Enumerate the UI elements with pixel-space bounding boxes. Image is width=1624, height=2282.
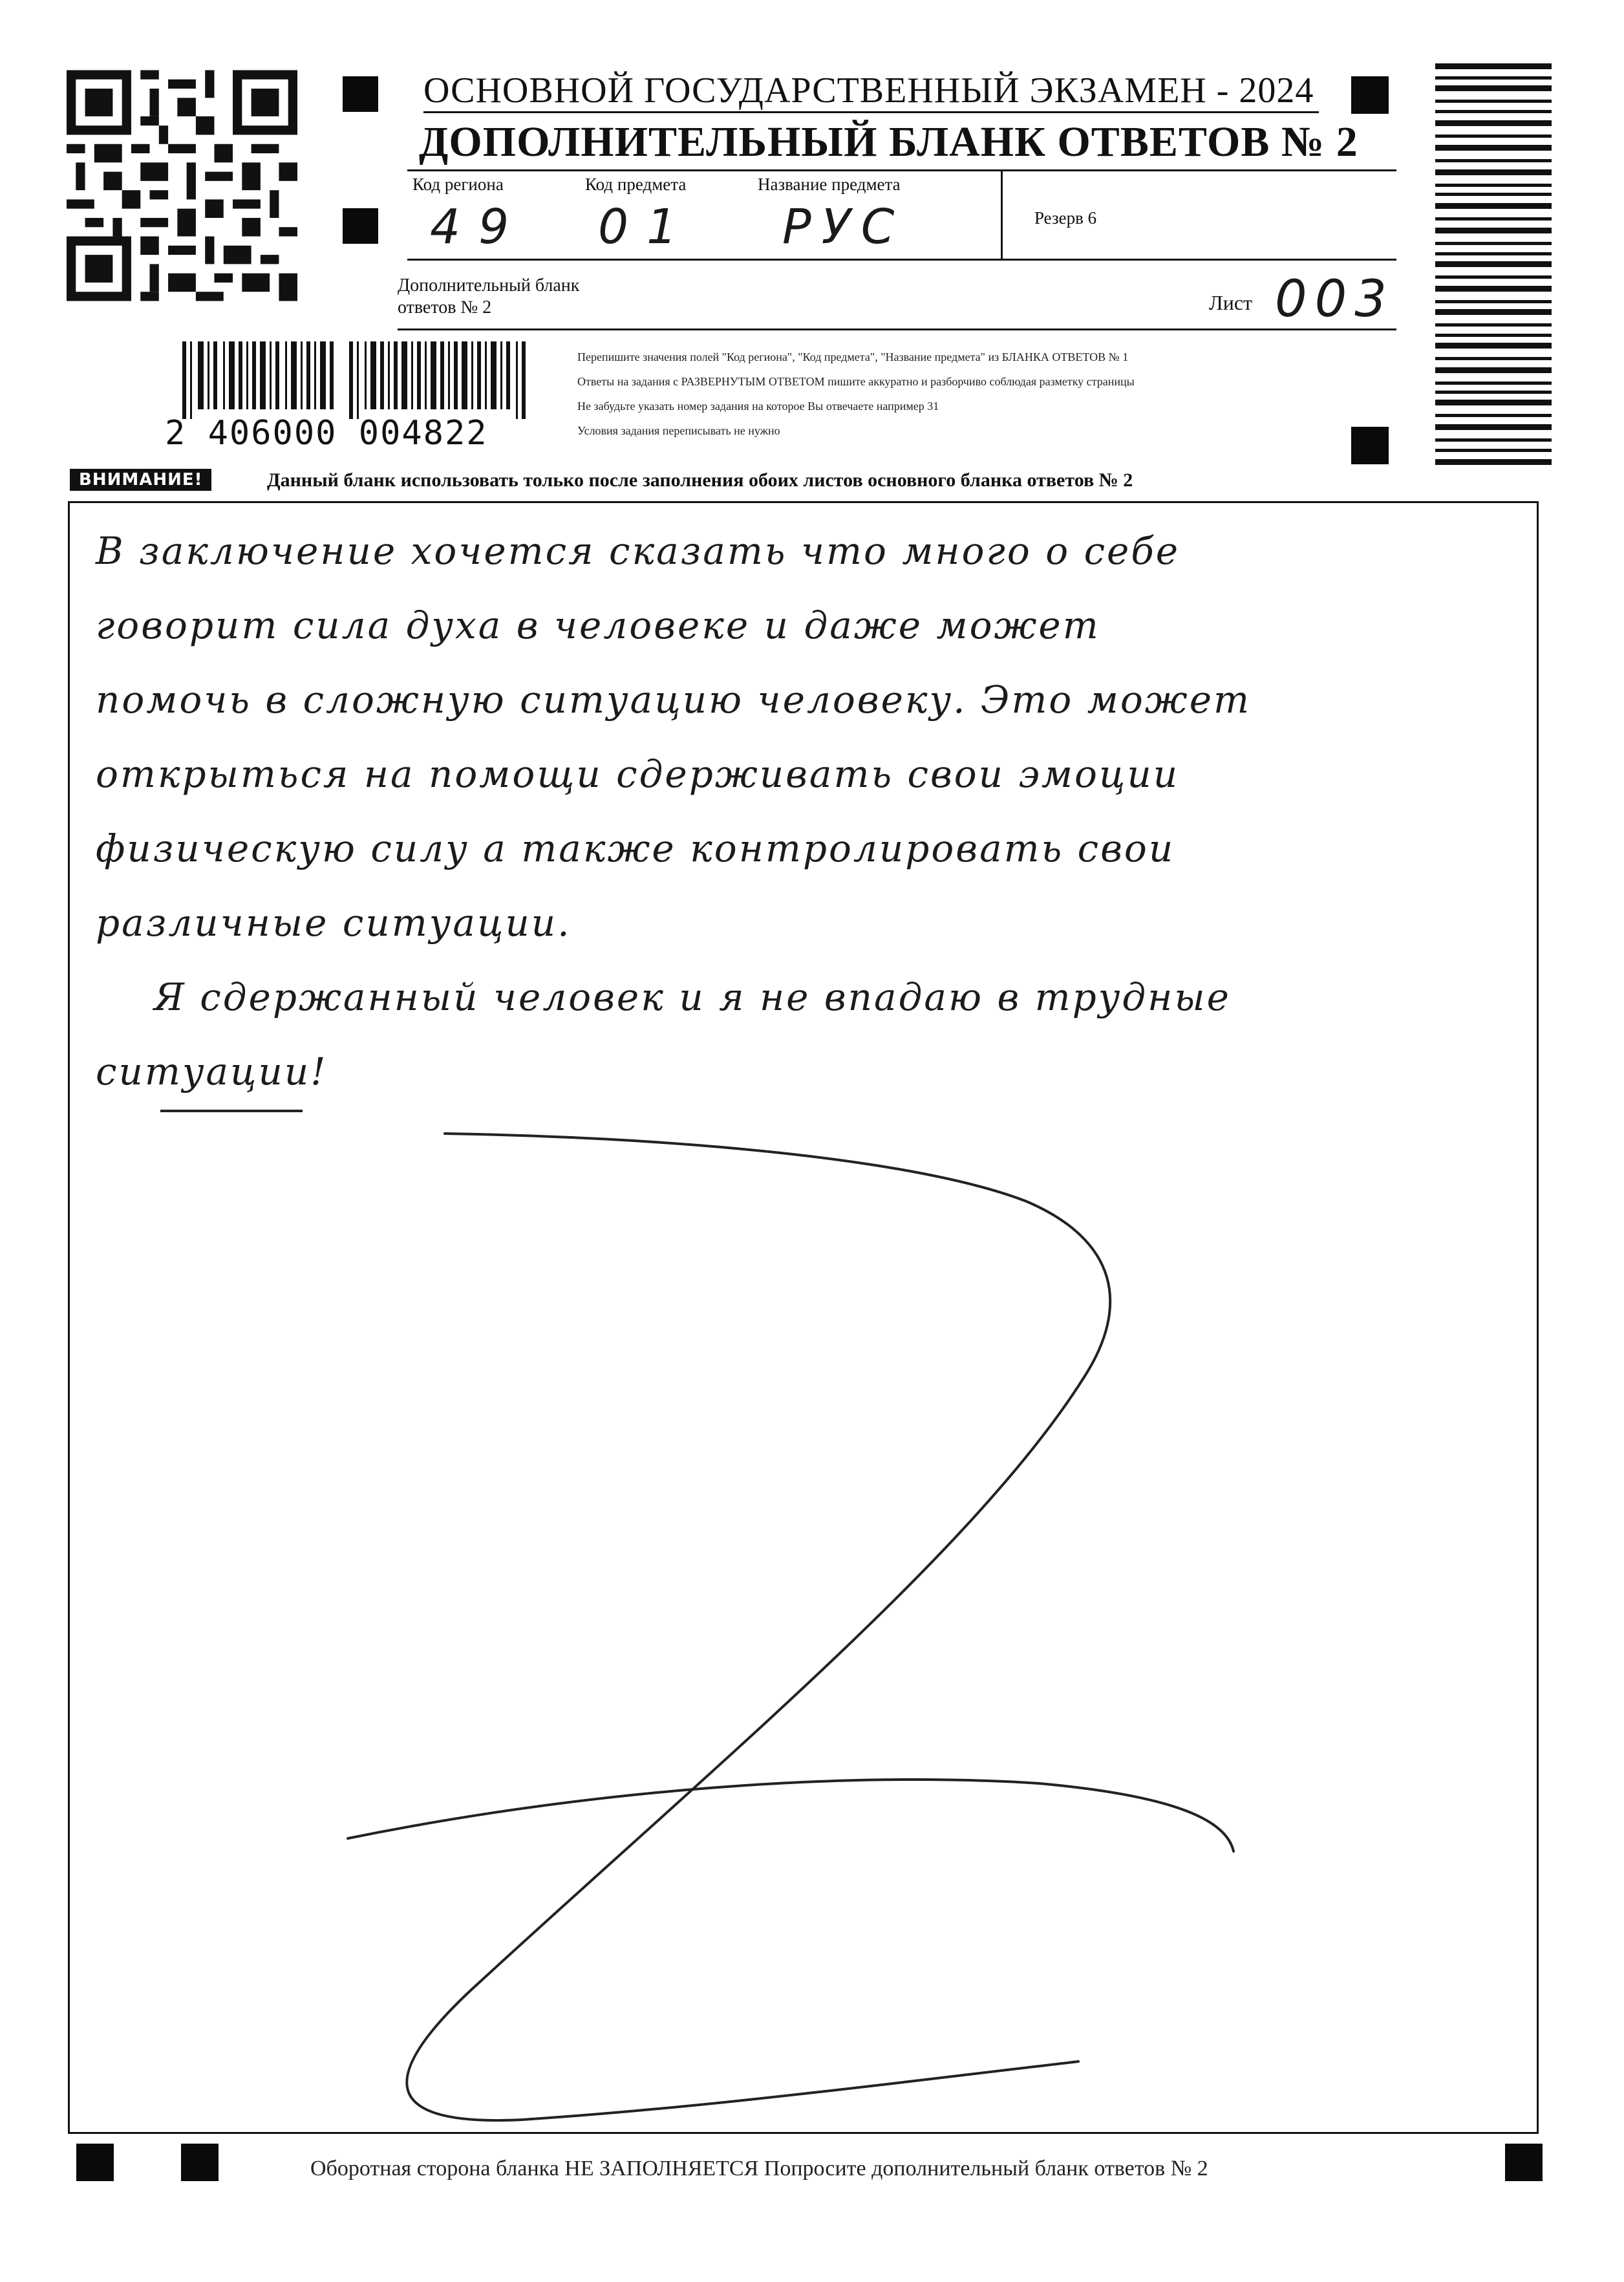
subject-code-label: Код предмета bbox=[585, 175, 687, 194]
reserve-label: Резерв 6 bbox=[1034, 208, 1097, 228]
region-code-value[interactable]: 49 bbox=[430, 199, 528, 255]
subject-code-value[interactable]: 01 bbox=[598, 199, 696, 255]
exam-title: ОСНОВНОЙ ГОСУДАРСТВЕННЫЙ ЭКЗАМЕН - 2024 bbox=[423, 70, 1314, 111]
attention-badge: ВНИМАНИЕ! bbox=[70, 469, 211, 491]
title-underline bbox=[423, 111, 1319, 113]
answer-line: говорит сила духа в человеке и даже может bbox=[96, 603, 1100, 647]
region-code-label: Код региона bbox=[412, 175, 504, 194]
sheet-underline bbox=[398, 328, 1396, 330]
subject-name-label: Название предмета bbox=[758, 175, 901, 194]
subject-name-value[interactable]: РУС bbox=[782, 199, 905, 255]
alignment-mark bbox=[343, 208, 378, 244]
answer-line: различные ситуации. bbox=[96, 901, 572, 945]
alignment-mark bbox=[1351, 427, 1389, 464]
instruction-line: Ответы на задания с РАЗВЕРНУТЫМ ОТВЕТОМ пишите аккуратно и разборчиво соблюдая разметку страницы bbox=[577, 375, 1135, 388]
barcode-number: 2 406000 004822 bbox=[165, 414, 488, 453]
alignment-mark bbox=[1505, 2144, 1543, 2181]
sheet-label: Лист bbox=[1209, 291, 1253, 314]
answer-line: физическую силу а также контролировать свои bbox=[96, 826, 1175, 870]
side-barcode bbox=[1435, 63, 1552, 469]
answer-area[interactable] bbox=[68, 501, 1539, 2134]
sheet-number[interactable]: 003 bbox=[1275, 270, 1394, 328]
alignment-mark bbox=[76, 2144, 114, 2181]
footer-note: Оборотная сторона бланка НЕ ЗАПОЛНЯЕТСЯ Попросите дополнительный бланк ответов № 2 bbox=[310, 2157, 1208, 2180]
z-strike-mark bbox=[70, 503, 1537, 2132]
instruction-line: Не забудьте указать номер задания на которое Вы отвечаете например 31 bbox=[577, 400, 939, 413]
linear-barcode bbox=[182, 341, 531, 419]
qr-code bbox=[67, 70, 297, 301]
alignment-mark bbox=[343, 76, 378, 112]
field-grid-bottom bbox=[407, 259, 1396, 261]
answer-line: открыться на помощи сдерживать свои эмоции bbox=[96, 752, 1180, 796]
answer-line: помочь в сложную ситуацию человеку. Это может bbox=[96, 678, 1252, 722]
alignment-mark bbox=[181, 2144, 219, 2181]
field-grid-top bbox=[407, 169, 1396, 171]
instruction-line: Условия задания переписывать не нужно bbox=[577, 424, 780, 437]
alignment-mark bbox=[1351, 76, 1389, 114]
answer-line: В заключение хочется сказать что много о себе bbox=[96, 529, 1181, 573]
answer-line: ситуации! bbox=[96, 1050, 328, 1093]
instruction-line: Перепишите значения полей "Код региона", "Код предмета", "Название предмета" из БЛАНКА ОТВЕТОВ № 1 bbox=[577, 350, 1129, 363]
answer-line: Я сдержанный человек и я не впадаю в трудные bbox=[154, 975, 1231, 1019]
additional-form-label: Дополнительный бланк ответов № 2 bbox=[398, 275, 580, 318]
attention-text: Данный бланк использовать только после заполнения обоих листов основного бланка ответов № 2 bbox=[267, 469, 1133, 491]
form-title: ДОПОЛНИТЕЛЬНЫЙ БЛАНК ОТВЕТОВ № 2 bbox=[419, 118, 1358, 166]
field-grid-divider bbox=[1001, 169, 1003, 260]
attention-bar bbox=[70, 469, 1292, 492]
